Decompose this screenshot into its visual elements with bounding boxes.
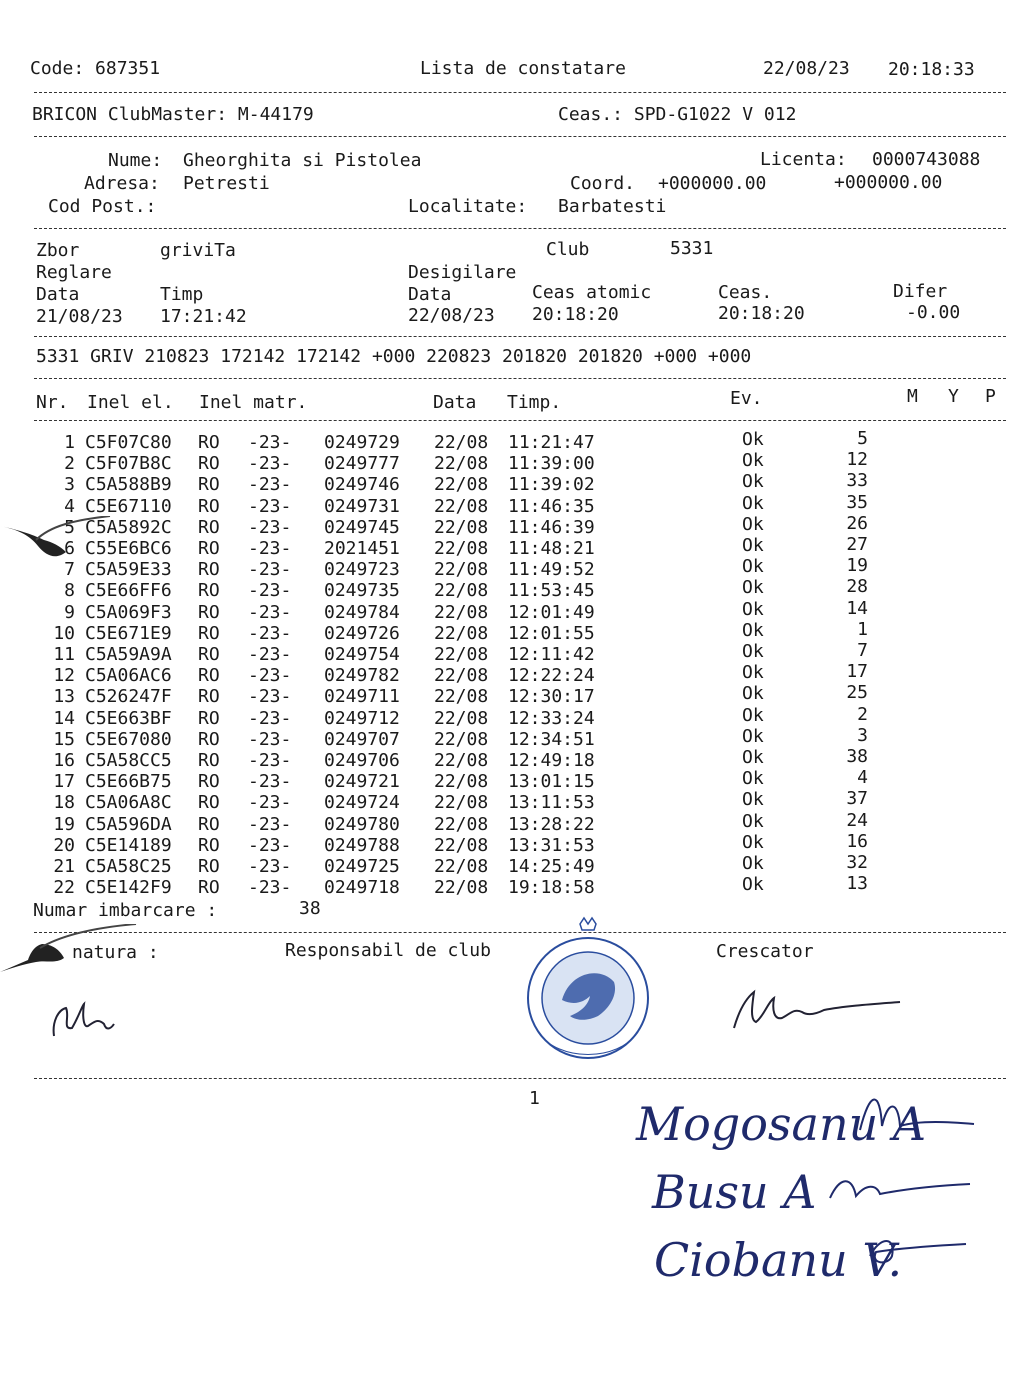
atomic-clock-label: Ceas atomic bbox=[532, 282, 652, 303]
row-year: -23- bbox=[248, 813, 292, 835]
row-country: RO bbox=[198, 516, 220, 538]
row-date: 22/08 bbox=[434, 644, 489, 665]
row-date: 22/08 bbox=[434, 877, 489, 899]
desig-clock-time: 20:18:20 bbox=[718, 303, 805, 324]
row-date: 22/08 bbox=[434, 665, 489, 687]
flight-name: griviTa bbox=[160, 240, 236, 261]
row-nr: 7 bbox=[64, 559, 75, 581]
row-country: RO bbox=[198, 813, 220, 835]
row-country: RO bbox=[198, 686, 220, 708]
col-data: Data bbox=[433, 392, 477, 413]
locality: Barbatesti bbox=[558, 196, 667, 217]
divider bbox=[34, 136, 1006, 137]
divider bbox=[34, 378, 1006, 379]
col-timp: Timp. bbox=[507, 392, 562, 413]
row-country: RO bbox=[198, 856, 220, 877]
row-m: 25 bbox=[846, 682, 868, 704]
desigilare-label: Desigilare bbox=[408, 262, 517, 283]
row-inel-el: C55E6BC6 bbox=[85, 538, 172, 559]
row-nr: 2 bbox=[64, 453, 75, 475]
club-label: Club bbox=[546, 239, 590, 260]
row-country: RO bbox=[198, 580, 220, 602]
divider bbox=[34, 228, 1006, 229]
owner-address: Petresti bbox=[183, 173, 270, 194]
row-m: 37 bbox=[846, 788, 868, 810]
col-m: M bbox=[907, 386, 918, 407]
row-event: Ok bbox=[742, 577, 764, 599]
fold-mark-icon bbox=[0, 516, 120, 572]
row-time: 12:33:24 bbox=[508, 707, 595, 729]
divider bbox=[34, 420, 1006, 421]
row-time: 12:01:55 bbox=[508, 622, 595, 644]
row-date: 22/08 bbox=[434, 834, 489, 856]
row-m: 2 bbox=[857, 703, 868, 725]
difference-label: Difer bbox=[893, 281, 948, 302]
row-inel-matr: 0249711 bbox=[324, 686, 400, 708]
row-time: 13:01:15 bbox=[508, 771, 595, 793]
divider bbox=[34, 1078, 1006, 1079]
row-inel-el: C5E67080 bbox=[85, 728, 172, 750]
row-inel-matr: 0249731 bbox=[324, 495, 400, 517]
row-inel-el: C5A58CC5 bbox=[85, 750, 172, 771]
row-inel-matr: 0249746 bbox=[324, 474, 400, 496]
clubmaster-id: BRICON ClubMaster: M-44179 bbox=[32, 104, 314, 125]
row-nr: 13 bbox=[53, 686, 75, 708]
license-label: Licenta: bbox=[760, 149, 847, 170]
row-inel-matr: 0249784 bbox=[324, 601, 400, 623]
row-time: 11:39:00 bbox=[508, 453, 595, 475]
row-m: 17 bbox=[846, 661, 868, 683]
row-m: 27 bbox=[846, 534, 868, 555]
basketed-count: 38 bbox=[299, 898, 321, 919]
desig-date-label: Data bbox=[408, 284, 452, 305]
row-country: RO bbox=[198, 601, 220, 623]
row-date: 22/08 bbox=[434, 432, 489, 453]
row-date: 22/08 bbox=[434, 856, 489, 877]
reglare-label: Reglare bbox=[36, 262, 112, 283]
row-inel-matr: 0249745 bbox=[324, 516, 400, 538]
row-event: Ok bbox=[742, 704, 764, 726]
row-year: -23- bbox=[248, 453, 292, 475]
row-inel-matr: 0249782 bbox=[324, 665, 400, 687]
row-inel-el: C5E671E9 bbox=[85, 622, 172, 644]
row-m: 19 bbox=[846, 555, 868, 577]
club-stamp-icon bbox=[518, 912, 658, 1072]
row-year: -23- bbox=[248, 877, 292, 899]
row-nr: 19 bbox=[53, 813, 75, 835]
row-date: 22/08 bbox=[434, 771, 489, 793]
row-year: -23- bbox=[248, 432, 292, 453]
row-time: 12:01:49 bbox=[508, 601, 595, 623]
row-inel-el: C5E142F9 bbox=[85, 877, 172, 899]
row-m: 4 bbox=[857, 767, 868, 789]
row-date: 22/08 bbox=[434, 601, 489, 623]
row-time: 12:49:18 bbox=[508, 750, 595, 771]
row-country: RO bbox=[198, 559, 220, 581]
row-m: 12 bbox=[846, 449, 868, 471]
row-time: 13:31:53 bbox=[508, 834, 595, 856]
row-inel-el: C5A06A8C bbox=[85, 792, 172, 814]
col-ev: Ev. bbox=[730, 388, 763, 409]
row-date: 22/08 bbox=[434, 474, 489, 496]
row-date: 22/08 bbox=[434, 580, 489, 602]
club-number: 5331 bbox=[670, 238, 714, 259]
row-nr: 10 bbox=[53, 622, 75, 644]
row-event: Ok bbox=[742, 619, 764, 641]
row-inel-matr: 0249726 bbox=[324, 622, 400, 644]
flight-code-line: 5331 GRIV 210823 172142 172142 +000 220823 201820 201820 +000 +000 bbox=[36, 346, 752, 367]
row-country: RO bbox=[198, 834, 220, 856]
row-year: -23- bbox=[248, 622, 292, 644]
row-country: RO bbox=[198, 665, 220, 687]
row-year: -23- bbox=[248, 792, 292, 814]
coord-label: Coord. bbox=[570, 173, 636, 194]
row-m: 13 bbox=[846, 873, 868, 895]
row-time: 12:11:42 bbox=[508, 644, 595, 665]
row-date: 22/08 bbox=[434, 559, 489, 581]
header-date: 22/08/23 bbox=[763, 58, 850, 79]
row-country: RO bbox=[198, 453, 220, 475]
row-event: Ok bbox=[742, 556, 764, 578]
row-nr: 11 bbox=[53, 644, 75, 665]
row-inel-el: C5A59E33 bbox=[85, 559, 172, 581]
handwritten-name: Ciobanu V. bbox=[654, 1233, 903, 1287]
reglare-time: 17:21:42 bbox=[160, 306, 247, 327]
row-inel-el: C5E14189 bbox=[85, 834, 172, 856]
row-nr: 22 bbox=[53, 877, 75, 899]
row-country: RO bbox=[198, 538, 220, 559]
reglare-date-label: Data bbox=[36, 284, 80, 305]
row-m: 16 bbox=[846, 830, 868, 852]
row-event: Ok bbox=[742, 853, 764, 874]
row-inel-matr: 0249754 bbox=[324, 644, 400, 665]
row-time: 12:34:51 bbox=[508, 728, 595, 750]
row-year: -23- bbox=[248, 474, 292, 496]
row-country: RO bbox=[198, 432, 220, 453]
signature-mark bbox=[724, 980, 904, 1036]
row-event: Ok bbox=[742, 471, 764, 493]
row-inel-matr: 0249724 bbox=[324, 792, 400, 814]
row-m: 35 bbox=[846, 491, 868, 513]
row-country: RO bbox=[198, 644, 220, 665]
row-event: Ok bbox=[742, 831, 764, 853]
flight-label: Zbor bbox=[36, 240, 80, 261]
row-event: Ok bbox=[742, 662, 764, 684]
divider bbox=[34, 92, 1006, 93]
row-inel-el: C5A59A9A bbox=[85, 644, 172, 665]
row-date: 22/08 bbox=[434, 516, 489, 538]
row-country: RO bbox=[198, 750, 220, 771]
row-country: RO bbox=[198, 622, 220, 644]
row-country: RO bbox=[198, 792, 220, 814]
row-country: RO bbox=[198, 474, 220, 496]
row-m: 32 bbox=[846, 852, 868, 873]
row-date: 22/08 bbox=[434, 707, 489, 729]
row-year: -23- bbox=[248, 707, 292, 729]
row-inel-matr: 0249788 bbox=[324, 834, 400, 856]
signature-label: natura : bbox=[72, 942, 159, 963]
row-nr: 17 bbox=[53, 771, 75, 793]
row-time: 12:22:24 bbox=[508, 665, 595, 687]
postal-code-label: Cod Post.: bbox=[48, 196, 157, 217]
clock-id: Ceas.: SPD-G1022 V 012 bbox=[558, 104, 797, 125]
row-time: 11:46:35 bbox=[508, 495, 595, 517]
row-nr: 6 bbox=[64, 538, 75, 559]
row-nr: 18 bbox=[53, 792, 75, 814]
row-nr: 3 bbox=[64, 474, 75, 496]
row-year: -23- bbox=[248, 495, 292, 517]
page-number: 1 bbox=[529, 1088, 540, 1109]
row-inel-el: C5A5892C bbox=[85, 516, 172, 538]
row-event: Ok bbox=[742, 598, 764, 620]
row-nr: 21 bbox=[53, 856, 75, 877]
row-inel-matr: 0249729 bbox=[324, 432, 400, 453]
row-event: Ok bbox=[742, 747, 764, 768]
row-nr: 12 bbox=[53, 665, 75, 687]
row-m: 28 bbox=[846, 576, 868, 598]
row-inel-matr: 0249780 bbox=[324, 813, 400, 835]
row-year: -23- bbox=[248, 686, 292, 708]
row-date: 22/08 bbox=[434, 792, 489, 814]
license-number: 0000743088 bbox=[872, 149, 981, 170]
row-m: 5 bbox=[857, 428, 868, 449]
row-time: 11:49:52 bbox=[508, 559, 595, 581]
row-inel-el: C5E66FF6 bbox=[85, 580, 172, 602]
document-title: Lista de constatare bbox=[420, 58, 626, 79]
row-event: Ok bbox=[742, 429, 764, 450]
row-time: 12:30:17 bbox=[508, 686, 595, 708]
row-event: Ok bbox=[742, 683, 764, 705]
row-time: 13:11:53 bbox=[508, 792, 595, 814]
row-date: 22/08 bbox=[434, 750, 489, 771]
row-inel-matr: 0249707 bbox=[324, 728, 400, 750]
locality-label: Localitate: bbox=[408, 196, 528, 217]
row-inel-el: C5A58C25 bbox=[85, 856, 172, 877]
row-year: -23- bbox=[248, 559, 292, 581]
col-inel-matr: Inel matr. bbox=[199, 392, 308, 413]
row-m: 3 bbox=[857, 724, 868, 746]
coord-lon: +000000.00 bbox=[834, 172, 943, 193]
row-nr: 4 bbox=[64, 495, 75, 517]
row-m: 24 bbox=[846, 809, 868, 831]
difference-value: -0.00 bbox=[906, 302, 961, 323]
row-inel-el: C526247F bbox=[85, 686, 172, 708]
row-nr: 9 bbox=[64, 601, 75, 623]
header-time: 20:18:33 bbox=[888, 59, 975, 80]
row-year: -23- bbox=[248, 601, 292, 623]
coord-lat: +000000.00 bbox=[658, 173, 767, 194]
fold-mark-icon bbox=[0, 924, 140, 984]
row-time: 14:25:49 bbox=[508, 856, 595, 877]
row-m: 14 bbox=[846, 597, 868, 619]
row-nr: 8 bbox=[64, 580, 75, 602]
row-time: 19:18:58 bbox=[508, 877, 595, 899]
row-date: 22/08 bbox=[434, 538, 489, 559]
row-nr: 5 bbox=[64, 516, 75, 538]
row-event: Ok bbox=[742, 768, 764, 790]
row-inel-el: C5E67110 bbox=[85, 495, 172, 517]
row-event: Ok bbox=[742, 492, 764, 514]
row-inel-matr: 0249723 bbox=[324, 559, 400, 581]
handwritten-name: Busu A bbox=[652, 1165, 817, 1219]
handwritten-signatures bbox=[630, 1080, 980, 1290]
desig-atomic-time: 20:18:20 bbox=[532, 304, 619, 325]
row-date: 22/08 bbox=[434, 686, 489, 708]
row-year: -23- bbox=[248, 771, 292, 793]
row-inel-matr: 0249721 bbox=[324, 771, 400, 793]
row-inel-el: C5A588B9 bbox=[85, 474, 172, 496]
row-year: -23- bbox=[248, 516, 292, 538]
breeder-label: Crescator bbox=[716, 941, 814, 962]
row-nr: 20 bbox=[53, 834, 75, 856]
row-inel-el: C5A06AC6 bbox=[85, 665, 172, 687]
clock-label: Ceas. bbox=[718, 282, 773, 303]
address-label: Adresa: bbox=[84, 173, 160, 194]
row-time: 11:39:02 bbox=[508, 474, 595, 496]
col-y: Y bbox=[948, 386, 959, 407]
row-inel-matr: 0249712 bbox=[324, 707, 400, 729]
row-inel-el: C5F07C80 bbox=[85, 432, 172, 453]
row-inel-el: C5F07B8C bbox=[85, 453, 172, 475]
row-year: -23- bbox=[248, 644, 292, 665]
row-event: Ok bbox=[742, 641, 764, 662]
row-m: 7 bbox=[857, 640, 868, 661]
row-year: -23- bbox=[248, 750, 292, 771]
row-time: 11:48:21 bbox=[508, 538, 595, 559]
row-time: 13:28:22 bbox=[508, 813, 595, 835]
reglare-time-label: Timp bbox=[160, 284, 204, 305]
col-p: P bbox=[985, 386, 996, 407]
row-year: -23- bbox=[248, 856, 292, 877]
row-inel-matr: 0249718 bbox=[324, 877, 400, 899]
row-year: -23- bbox=[248, 728, 292, 750]
row-country: RO bbox=[198, 707, 220, 729]
name-label: Nume: bbox=[108, 150, 163, 171]
row-m: 38 bbox=[846, 746, 868, 767]
row-date: 22/08 bbox=[434, 728, 489, 750]
signature-mark bbox=[48, 1000, 128, 1040]
row-country: RO bbox=[198, 728, 220, 750]
row-event: Ok bbox=[742, 513, 764, 535]
row-event: Ok bbox=[742, 450, 764, 472]
row-m: 33 bbox=[846, 470, 868, 492]
row-time: 11:21:47 bbox=[508, 432, 595, 453]
handwritten-name: Mogosanu A bbox=[636, 1097, 927, 1151]
row-date: 22/08 bbox=[434, 813, 489, 835]
row-year: -23- bbox=[248, 580, 292, 602]
row-date: 22/08 bbox=[434, 622, 489, 644]
row-year: -23- bbox=[248, 538, 292, 559]
row-event: Ok bbox=[742, 535, 764, 556]
row-date: 22/08 bbox=[434, 453, 489, 475]
owner-name: Gheorghita si Pistolea bbox=[183, 150, 422, 171]
row-date: 22/08 bbox=[434, 495, 489, 517]
row-nr: 15 bbox=[53, 728, 75, 750]
club-responsible-label: Responsabil de club bbox=[285, 940, 491, 961]
row-inel-el: C5A069F3 bbox=[85, 601, 172, 623]
row-year: -23- bbox=[248, 834, 292, 856]
basketed-label: Numar imbarcare : bbox=[33, 900, 218, 921]
row-m: 1 bbox=[857, 618, 868, 640]
row-nr: 16 bbox=[53, 750, 75, 771]
divider bbox=[34, 336, 1006, 337]
col-nr: Nr. bbox=[36, 392, 69, 413]
row-nr: 14 bbox=[53, 707, 75, 729]
row-inel-matr: 0249725 bbox=[324, 856, 400, 877]
col-inel-el: Inel el. bbox=[87, 392, 174, 413]
row-year: -23- bbox=[248, 665, 292, 687]
desig-date: 22/08/23 bbox=[408, 305, 495, 326]
row-inel-el: C5E66B75 bbox=[85, 771, 172, 793]
row-event: Ok bbox=[742, 810, 764, 832]
row-country: RO bbox=[198, 877, 220, 899]
row-event: Ok bbox=[742, 725, 764, 747]
row-inel-matr: 0249706 bbox=[324, 750, 400, 771]
reglare-date: 21/08/23 bbox=[36, 306, 123, 327]
row-event: Ok bbox=[742, 874, 764, 896]
row-inel-matr: 2021451 bbox=[324, 538, 400, 559]
row-inel-matr: 0249735 bbox=[324, 580, 400, 602]
row-inel-matr: 0249777 bbox=[324, 453, 400, 475]
row-event: Ok bbox=[742, 789, 764, 811]
document-code: Code: 687351 bbox=[30, 58, 161, 79]
row-time: 11:53:45 bbox=[508, 580, 595, 602]
row-inel-el: C5A596DA bbox=[85, 813, 172, 835]
row-m: 26 bbox=[846, 512, 868, 534]
row-inel-el: C5E663BF bbox=[85, 707, 172, 729]
row-time: 11:46:39 bbox=[508, 516, 595, 538]
row-country: RO bbox=[198, 771, 220, 793]
row-country: RO bbox=[198, 495, 220, 517]
row-nr: 1 bbox=[64, 432, 75, 453]
